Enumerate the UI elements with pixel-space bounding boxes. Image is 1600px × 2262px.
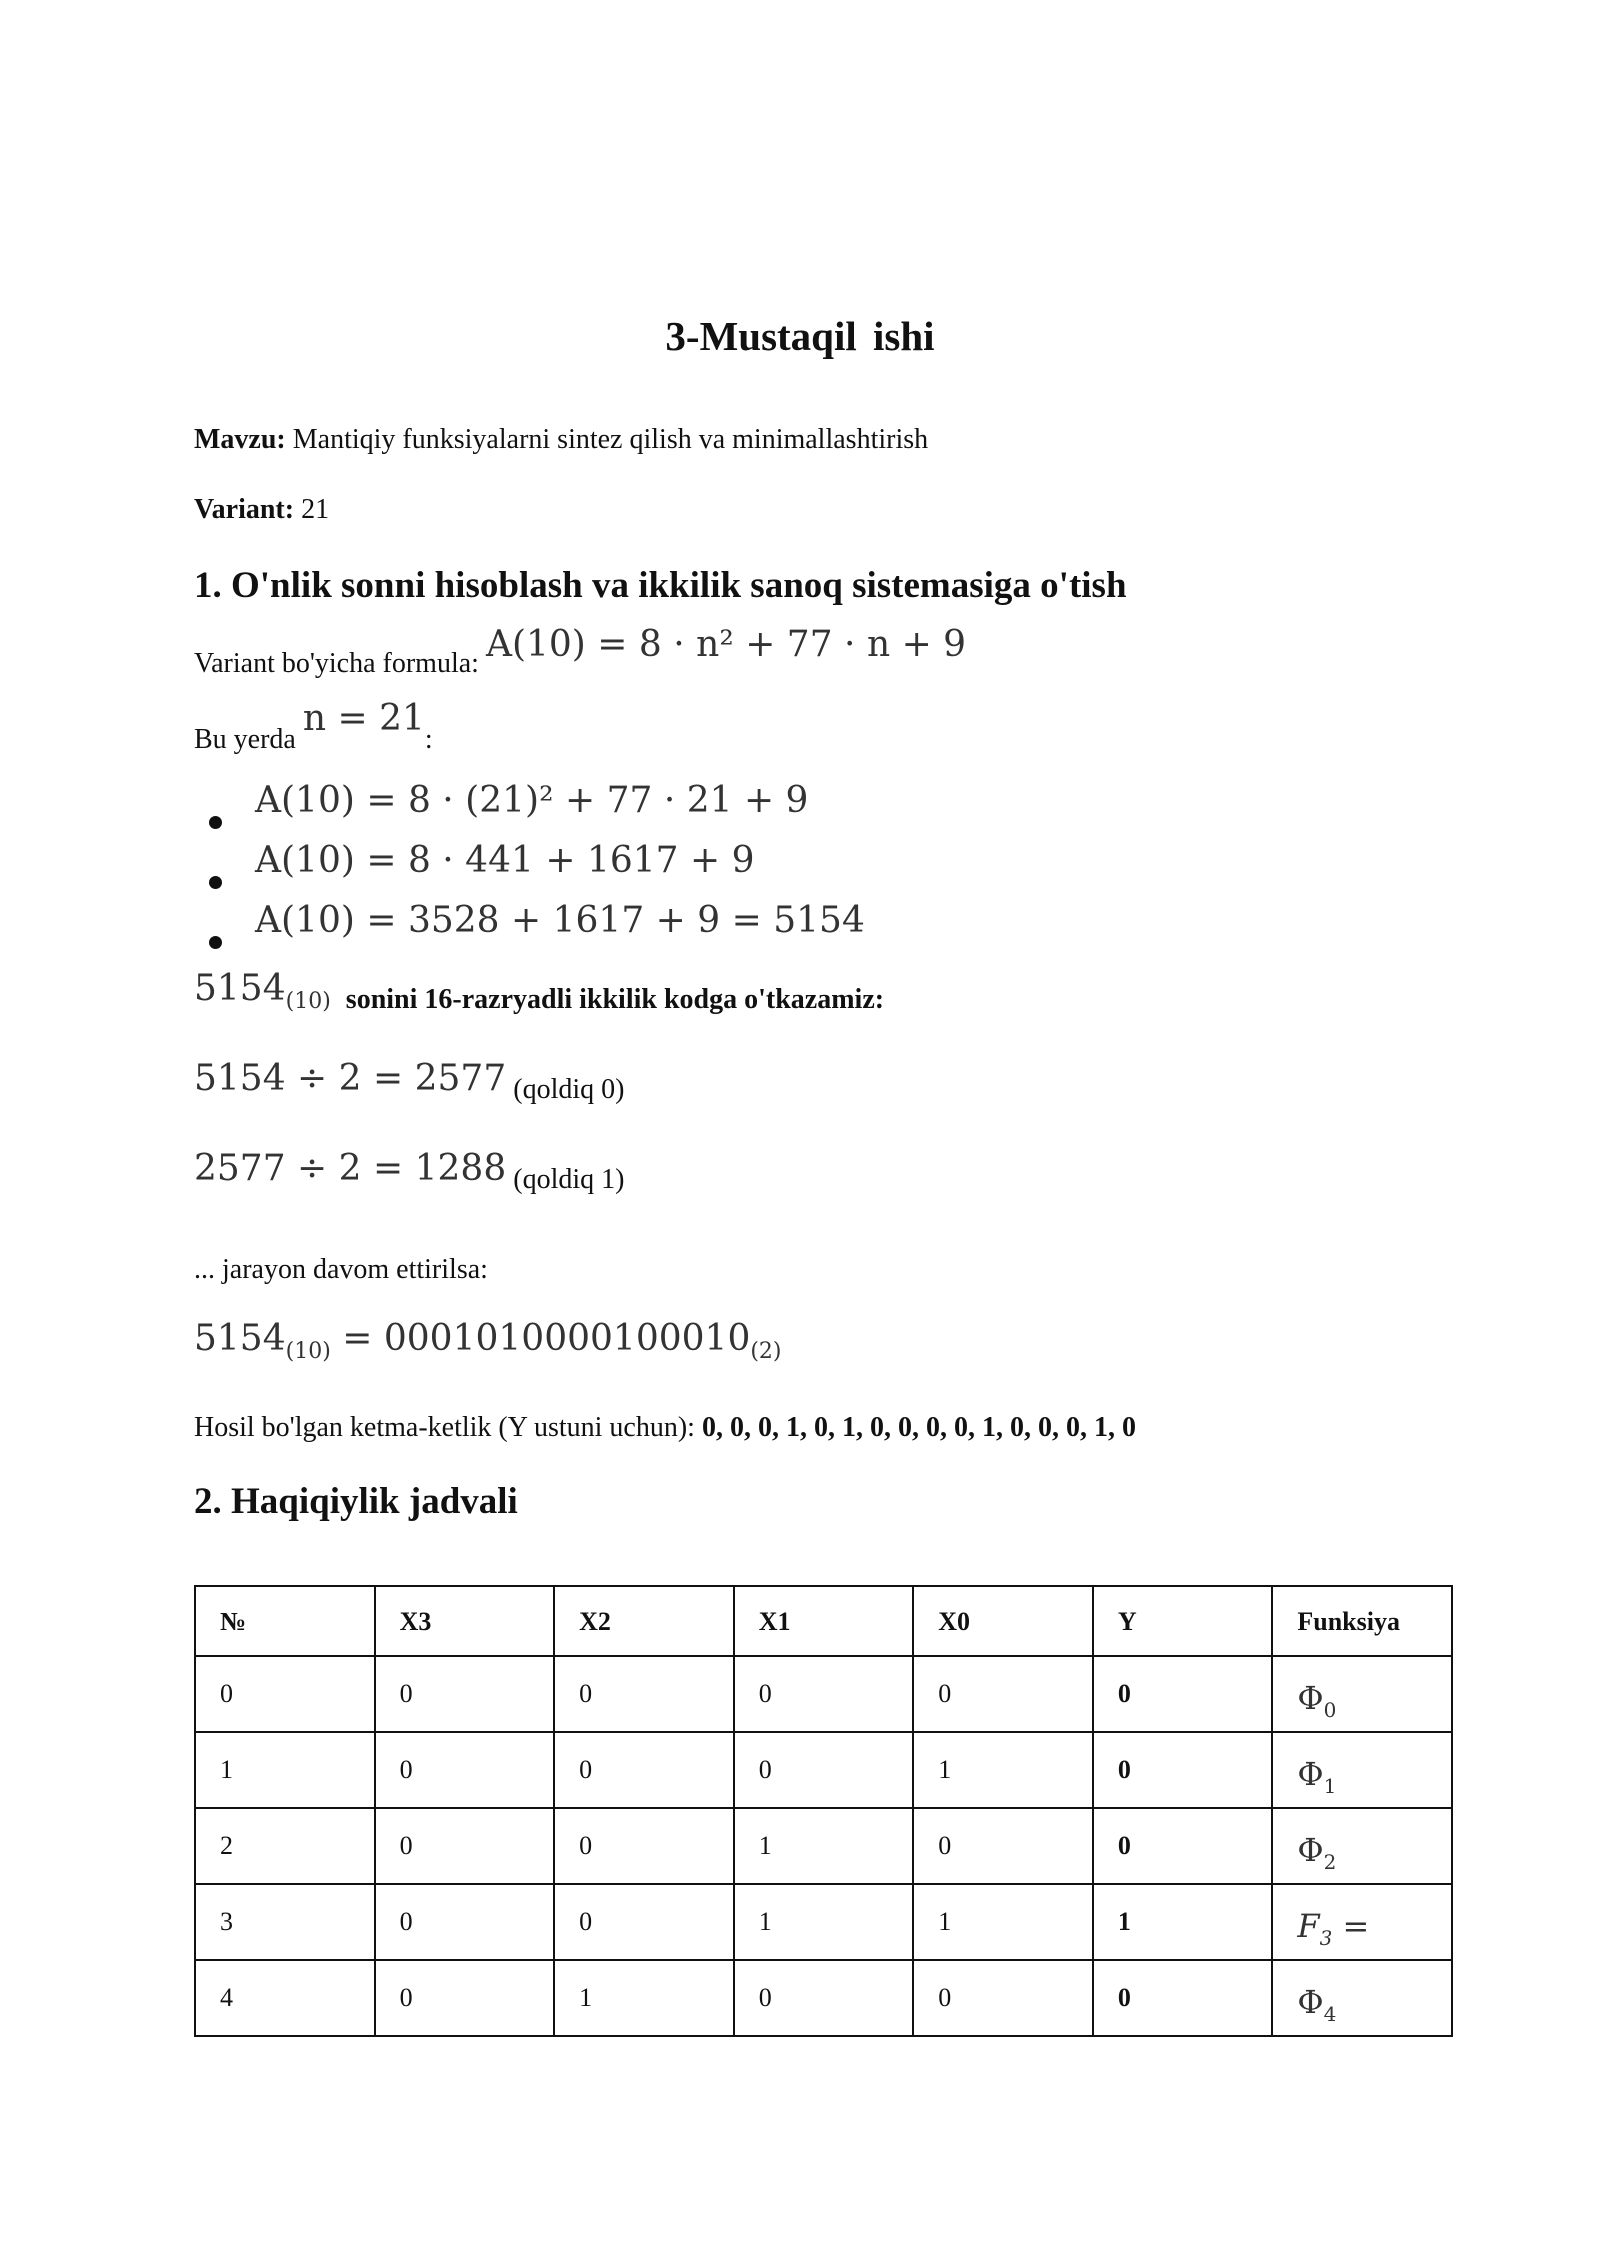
cell-x3: 0 [375,1656,555,1732]
here-label: Bu yerda [194,724,296,755]
table-row [195,1732,1452,1808]
variant-label: Variant: [194,494,295,525]
cell-number: 1 [195,1732,375,1808]
remainder-2: (qoldiq 1) [513,1164,625,1195]
convert-text: sonini 16-razryadli ikkilik kodga o'tkazamiz: [345,984,885,1015]
cell-x2: 0 [554,1808,734,1884]
here-line [194,698,433,756]
formula-math: A(10) = 8 · n² + 77 · n + 9 [485,624,967,665]
table-row [195,1656,1452,1732]
topic-value: Mantiqiy funksiyalarni sintez qilish va minimallashtirish [292,424,929,455]
cell-function: $\Phi_4$ [1272,1960,1452,2036]
continue-text: ... jarayon davom ettirilsa: [194,1254,488,1285]
cell-x3: 0 [375,1808,555,1884]
cell-x0: 1 [913,1884,1093,1960]
formula-label: Variant bo'yicha formula: [194,648,479,679]
table-row [195,1960,1452,2036]
here-colon: : [424,724,433,755]
cell-x1: 0 [734,1960,914,2036]
column-header: Y [1093,1586,1273,1656]
cell-x1: 1 [734,1884,914,1960]
variant-line [194,494,329,526]
cell-x0: 1 [913,1732,1093,1808]
cell-function: $\Phi_2$ [1272,1808,1452,1884]
cell-y: 0 [1093,1732,1273,1808]
cell-y: 0 [1093,1656,1273,1732]
cell-y: 0 [1093,1808,1273,1884]
cell-number: 3 [195,1884,375,1960]
step-math: A(10) = 3528 + 1617 + 9 = 5154 [255,900,865,941]
topic-label: Mavzu: [194,424,286,455]
cell-x2: 0 [554,1884,734,1960]
convert-number: $5154_{(10)}$ [194,968,331,1014]
section1-heading: 1. O'nlik sonni hisoblash va ikkilik sanoq sistemasiga o'tish [194,565,1127,606]
division-math-2: 2577 ÷ 2 = 1288 [194,1148,507,1189]
variant-value: 21 [301,494,330,525]
column-header: № [195,1586,375,1656]
division-line-1 [194,1058,625,1107]
cell-number: 0 [195,1656,375,1732]
column-header: X1 [734,1586,914,1656]
sequence-line [194,1412,1136,1444]
formula-line [194,624,967,680]
cell-function: $F_3$ = [1272,1884,1452,1960]
cell-x3: 0 [375,1884,555,1960]
bullet-icon [209,876,222,889]
cell-x2: 0 [554,1732,734,1808]
cell-x1: 1 [734,1808,914,1884]
cell-x1: 0 [734,1732,914,1808]
division-math-1: 5154 ÷ 2 = 2577 [194,1058,507,1099]
page-title: 3-Mustaqil ishi [665,313,935,359]
table-row [195,1808,1452,1884]
result-line [194,1318,782,1364]
cell-y: 1 [1093,1884,1273,1960]
step-math: A(10) = 8 · 441 + 1617 + 9 [255,840,755,881]
sequence-values: 0, 0, 0, 1, 0, 1, 0, 0, 0, 0, 1, 0, 0, 0, 1, 0 [701,1412,1136,1443]
cell-function: $\Phi_0$ [1272,1656,1452,1732]
step-math: A(10) = 8 · (21)² + 77 · 21 + 9 [255,780,809,821]
column-header: Funksiya [1272,1586,1452,1656]
sequence-label: Hosil bo'lgan ketma-ketlik (Y ustuni uchun): [194,1412,695,1443]
cell-x2: 0 [554,1656,734,1732]
cell-x0: 0 [913,1656,1093,1732]
truth-table [194,1585,1453,2037]
cell-x2: 1 [554,1960,734,2036]
cell-function: $\Phi_1$ [1272,1732,1452,1808]
cell-x3: 0 [375,1960,555,2036]
cell-x0: 0 [913,1960,1093,2036]
cell-number: 2 [195,1808,375,1884]
cell-x3: 0 [375,1732,555,1808]
bullet-icon [209,816,222,829]
convert-line [194,968,885,1017]
topic-line [194,424,928,456]
cell-x1: 0 [734,1656,914,1732]
result-math: $5154_{(10)} = 0001010000100010_{(2)}$ [194,1318,782,1364]
remainder-1: (qoldiq 0) [513,1074,625,1105]
column-header: X3 [375,1586,555,1656]
bullet-icon [209,936,222,949]
division-line-2 [194,1148,625,1197]
column-header: X2 [554,1586,734,1656]
here-math: n = 21 [302,698,425,739]
cell-y: 0 [1093,1960,1273,2036]
cell-number: 4 [195,1960,375,2036]
section2-heading: 2. Haqiqiylik jadvali [194,1481,518,1522]
cell-x0: 0 [913,1808,1093,1884]
table-header-row [195,1586,1452,1656]
column-header: X0 [913,1586,1093,1656]
table-row [195,1884,1452,1960]
